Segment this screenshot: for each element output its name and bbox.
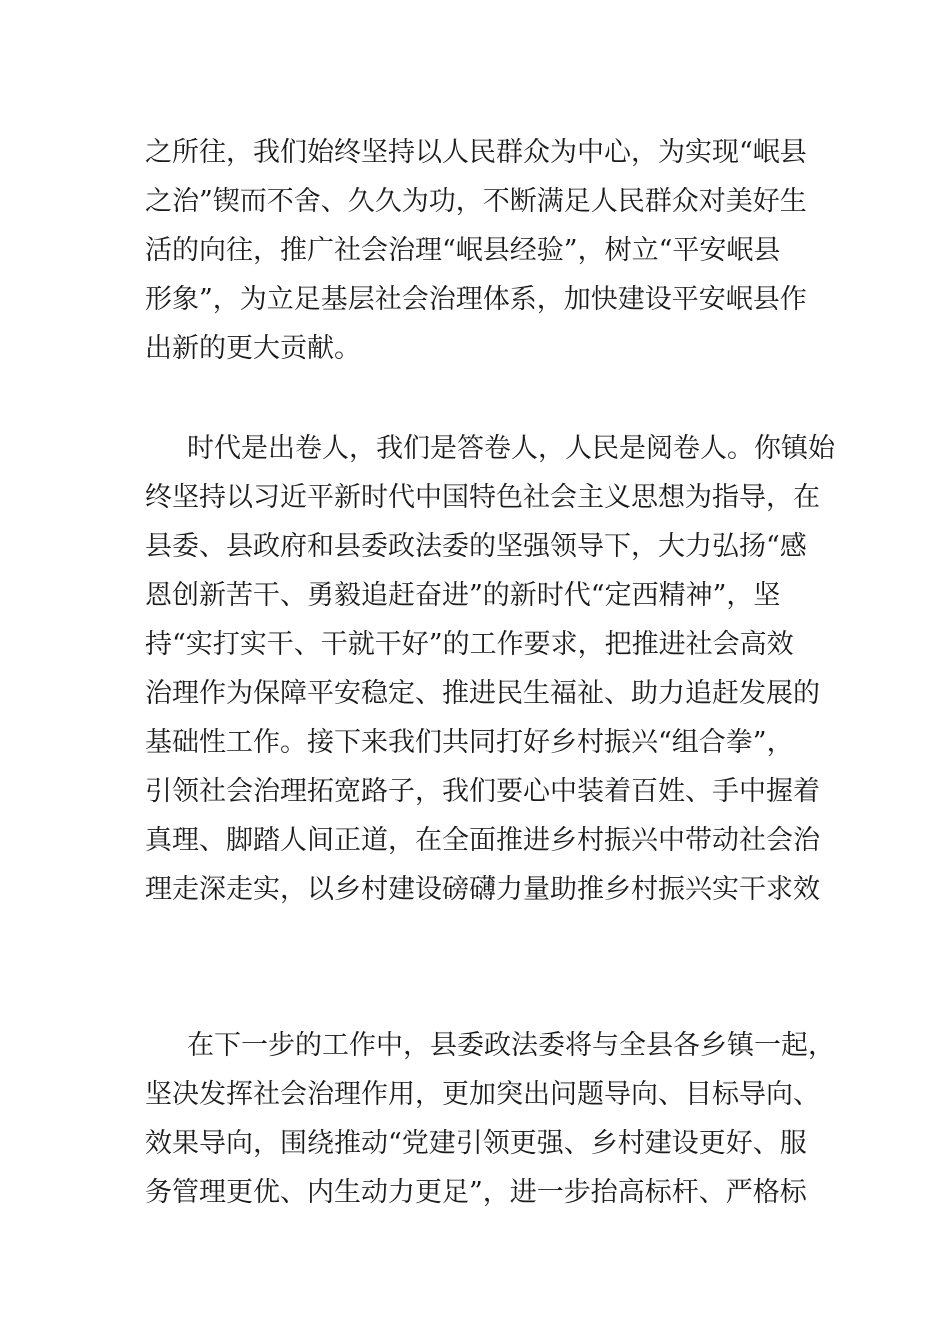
text-line: 持“实打实干、干就干好”的工作要求，把推进社会高效 xyxy=(145,629,794,660)
text-line: 基础性工作。接下来我们共同打好乡村振兴“组合拳”， xyxy=(145,727,794,758)
text-line: 活的向往，推广社会治理“岷县经验”，树立“平安岷县 xyxy=(145,235,781,266)
text-line: 治理作为保障平安稳定、推进民生福祉、助力追赶发展的 xyxy=(145,678,820,709)
text-line: 之治”锲而不舍、久久为功，不断满足人民群众对美好生 xyxy=(145,186,807,217)
text-line: 效果导向，围绕推动“党建引领更强、乡村建设更好、服 xyxy=(145,1128,807,1159)
text-line: 坚决发挥社会治理作用，更加突出问题导向、目标导向、 xyxy=(145,1079,820,1110)
text-line: 在下一步的工作中，县委政法委将与全县各乡镇一起， xyxy=(187,1030,835,1061)
paragraph-1 xyxy=(145,128,815,373)
text-line: 形象”，为立足基层社会治理体系，加快建设平安岷县作 xyxy=(145,284,807,315)
text-line: 引领社会治理拓宽路子，我们要心中装着百姓、手中握着 xyxy=(145,776,820,807)
paragraph-2 xyxy=(145,424,835,914)
text-line: 恩创新苦干、勇毅追赶奋进”的新时代“定西精神”，坚 xyxy=(145,580,781,611)
text-line: 理走深走实，以乡村建设磅礴力量助推乡村振兴实干求效 xyxy=(145,874,820,905)
text-line: 出新的更大贡献。 xyxy=(145,333,361,364)
paragraph-3 xyxy=(145,1021,835,1217)
text-line: 县委、县政府和县委政法委的坚强领导下，大力弘扬“感 xyxy=(145,531,807,562)
text-line: 终坚持以习近平新时代中国特色社会主义思想为指导，在 xyxy=(145,482,820,513)
text-line: 真理、脚踏人间正道，在全面推进乡村振兴中带动社会治 xyxy=(145,825,820,856)
text-line: 之所往，我们始终坚持以人民群众为中心，为实现“岷县 xyxy=(145,137,807,168)
text-line: 时代是出卷人，我们是答卷人，人民是阅卷人。你镇始 xyxy=(187,433,835,464)
text-line: 务管理更优、内生动力更足”，进一步抬高标杆、严格标 xyxy=(145,1177,807,1208)
